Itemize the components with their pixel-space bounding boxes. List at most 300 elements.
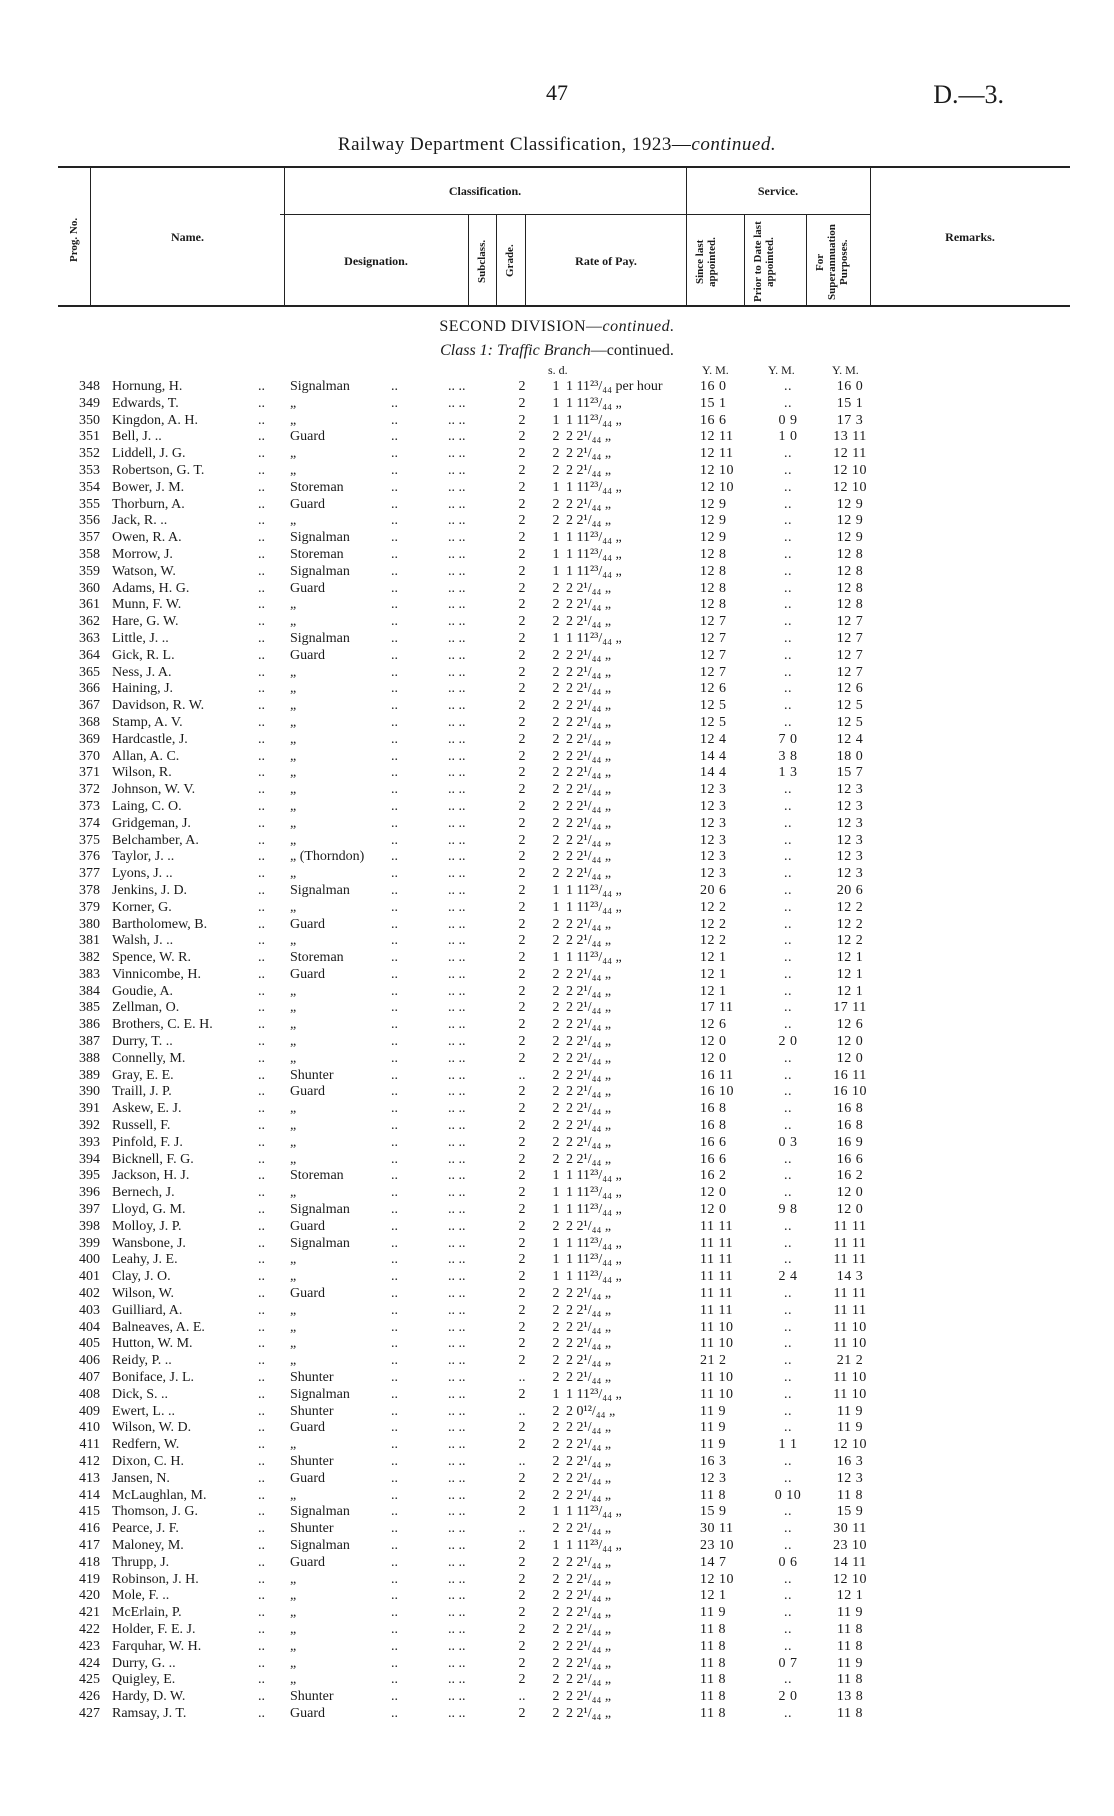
- superannuation-cell: 11 9: [837, 1420, 863, 1436]
- subclass-cell: 2: [518, 1705, 526, 1721]
- leader-dots: ..: [258, 446, 265, 462]
- designation-cell: „ (Thorndon): [290, 849, 365, 865]
- superannuation-cell: 12 1: [836, 1588, 864, 1604]
- name-cell: Brothers, C. E. H.: [112, 1017, 213, 1033]
- superannuation-cell: 11 10: [833, 1336, 867, 1352]
- designation-cell: „: [290, 446, 297, 462]
- leader-dots: ..: [391, 1487, 398, 1503]
- name-cell: Durry, G. ..: [112, 1655, 176, 1671]
- leader-dots: .. ..: [448, 1537, 466, 1553]
- subclass-cell: 2: [518, 1336, 526, 1352]
- grade-cell: 2: [552, 664, 560, 680]
- table-row: [0, 1639, 1114, 1656]
- name-cell: Vinnicombe, H.: [112, 966, 201, 982]
- since-last-cell: 12 10: [700, 462, 734, 478]
- prog-no-cell: 421: [79, 1605, 100, 1621]
- superannuation-cell: 12 6: [836, 1017, 864, 1033]
- prog-no-cell: 364: [79, 647, 100, 663]
- designation-cell: Signalman: [290, 1537, 350, 1553]
- leader-dots: ..: [391, 698, 398, 714]
- superannuation-cell: 11 11: [833, 1218, 867, 1234]
- grade-cell: 2: [552, 1689, 560, 1705]
- prior-to-date-cell: ..: [784, 1621, 792, 1637]
- since-last-cell: 12 2: [700, 916, 727, 932]
- table-row: [0, 1101, 1114, 1118]
- leader-dots: .. ..: [448, 933, 466, 949]
- prior-to-date-cell: 2 4: [778, 1269, 798, 1285]
- subclass-cell: 2: [518, 412, 526, 428]
- leader-dots: ..: [258, 1621, 265, 1637]
- table-row: [0, 1538, 1114, 1555]
- leader-dots: .. ..: [448, 899, 466, 915]
- superannuation-cell: 18 0: [836, 748, 864, 764]
- grade-cell: 2: [552, 1067, 560, 1083]
- prior-to-date-cell: ..: [784, 966, 792, 982]
- rate-of-pay-cell: 2 2¹/₄₄ „: [566, 1134, 612, 1150]
- table-row: [0, 1303, 1114, 1320]
- superannuation-cell: 12 11: [833, 446, 867, 462]
- superannuation-cell: 12 8: [836, 580, 864, 596]
- superannuation-cell: 12 2: [836, 916, 864, 932]
- grade-cell: 2: [552, 1638, 560, 1654]
- superannuation-cell: 15 9: [836, 1504, 864, 1520]
- subclass-cell: 2: [518, 1638, 526, 1654]
- since-last-cell: 12 8: [700, 597, 727, 613]
- table-row: [0, 984, 1114, 1001]
- prog-no-cell: 385: [79, 1000, 100, 1016]
- name-cell: Munn, F. W.: [112, 597, 182, 613]
- grade-cell: 2: [552, 681, 560, 697]
- grade-cell: 2: [552, 1084, 560, 1100]
- prog-no-cell: 349: [79, 395, 100, 411]
- prog-no-cell: 387: [79, 1034, 100, 1050]
- prog-no-cell: 397: [79, 1202, 100, 1218]
- leader-dots: .. ..: [448, 1017, 466, 1033]
- leader-dots: .. ..: [448, 1554, 466, 1570]
- leader-dots: .. ..: [448, 513, 466, 529]
- grade-cell: 1: [552, 1202, 560, 1218]
- unit-sd: s. d.: [548, 363, 568, 377]
- leader-dots: ..: [258, 1067, 265, 1083]
- leader-dots: ..: [391, 916, 398, 932]
- table-row: [0, 564, 1114, 581]
- prior-to-date-cell: ..: [784, 1420, 792, 1436]
- leader-dots: .. ..: [448, 698, 466, 714]
- designation-cell: „: [290, 1302, 297, 1318]
- subclass-cell: 2: [518, 983, 526, 999]
- name-cell: Kingdon, A. H.: [112, 412, 198, 428]
- rate-of-pay-cell: 2 2¹/₄₄ „: [566, 580, 612, 596]
- prior-to-date-cell: ..: [784, 815, 792, 831]
- leader-dots: .. ..: [448, 412, 466, 428]
- leader-dots: ..: [258, 1336, 265, 1352]
- superannuation-cell: 12 9: [836, 513, 864, 529]
- header-rate-of-pay: Rate of Pay.: [575, 254, 637, 268]
- prior-to-date-cell: ..: [784, 1067, 792, 1083]
- leader-dots: ..: [391, 1454, 398, 1469]
- name-cell: Russell, F.: [112, 1118, 171, 1134]
- name-cell: Zellman, O.: [112, 1000, 180, 1016]
- table-body: [0, 379, 1114, 1723]
- superannuation-cell: 12 0: [836, 1202, 864, 1218]
- superannuation-cell: 12 5: [836, 698, 864, 714]
- designation-cell: Guard: [290, 1218, 325, 1234]
- rate-of-pay-cell: 2 2¹/₄₄ „: [566, 966, 612, 982]
- leader-dots: ..: [258, 1185, 265, 1201]
- grade-cell: 2: [552, 1302, 560, 1318]
- rate-of-pay-cell: 2 2¹/₄₄ „: [566, 1034, 612, 1050]
- prog-no-cell: 391: [79, 1101, 100, 1117]
- leader-dots: ..: [258, 983, 265, 999]
- prior-to-date-cell: ..: [784, 1017, 792, 1033]
- name-cell: Clay, J. O.: [112, 1269, 171, 1285]
- prog-no-cell: 419: [79, 1571, 100, 1587]
- leader-dots: ..: [258, 899, 265, 915]
- subsection-heading: [0, 342, 1114, 360]
- rate-of-pay-cell: 2 2¹/₄₄ „: [566, 1689, 612, 1705]
- designation-cell: „: [290, 1134, 297, 1150]
- grade-cell: 2: [552, 849, 560, 865]
- rate-of-pay-cell: 2 2¹/₄₄ „: [566, 849, 612, 865]
- rate-of-pay-cell: 2 2¹/₄₄ „: [566, 1454, 612, 1469]
- leader-dots: .. ..: [448, 1067, 466, 1083]
- designation-cell: „: [290, 933, 297, 949]
- prog-no-cell: 379: [79, 899, 100, 915]
- prior-to-date-cell: ..: [784, 1705, 792, 1721]
- leader-dots: ..: [258, 1403, 265, 1419]
- designation-cell: „: [290, 462, 297, 478]
- rate-of-pay-cell: 1 11²³/₄₄ „: [566, 1537, 622, 1553]
- table-row: [0, 1689, 1114, 1706]
- prior-to-date-cell: 0 9: [778, 412, 798, 428]
- table-row: [0, 1017, 1114, 1034]
- subclass-cell: 2: [518, 765, 526, 781]
- prior-to-date-cell: 0 3: [778, 1134, 798, 1150]
- designation-cell: „: [290, 1655, 297, 1671]
- prog-no-cell: 422: [79, 1621, 100, 1637]
- grade-cell: 2: [552, 966, 560, 982]
- header-grade: Grade.: [504, 244, 516, 278]
- subclass-cell: 2: [518, 1134, 526, 1150]
- name-cell: Bower, J. M.: [112, 479, 185, 495]
- since-last-cell: 15 9: [700, 1504, 727, 1520]
- subclass-cell: ..: [518, 1403, 526, 1419]
- rate-of-pay-cell: 2 2¹/₄₄ „: [566, 1554, 612, 1570]
- prior-to-date-cell: ..: [784, 1000, 792, 1016]
- rate-of-pay-cell: 1 11²³/₄₄ „: [566, 882, 622, 898]
- leader-dots: ..: [258, 580, 265, 596]
- prior-to-date-cell: ..: [784, 1286, 792, 1302]
- leader-dots: ..: [391, 379, 398, 394]
- grade-cell: 2: [552, 1336, 560, 1352]
- name-cell: Connelly, M.: [112, 1050, 186, 1066]
- subclass-cell: 2: [518, 731, 526, 747]
- subclass-cell: 2: [518, 1588, 526, 1604]
- designation-cell: Shunter: [290, 1067, 334, 1083]
- since-last-cell: 12 0: [700, 1185, 727, 1201]
- rate-of-pay-cell: 2 2¹/₄₄ „: [566, 765, 612, 781]
- table-row: [0, 597, 1114, 614]
- name-cell: Gick, R. L.: [112, 647, 175, 663]
- since-last-cell: 14 4: [700, 748, 727, 764]
- name-cell: Davidson, R. W.: [112, 698, 205, 714]
- prior-to-date-cell: ..: [784, 597, 792, 613]
- rate-of-pay-cell: 1 11²³/₄₄ „: [566, 1269, 622, 1285]
- rate-of-pay-cell: 2 2¹/₄₄ „: [566, 714, 612, 730]
- leader-dots: .. ..: [448, 1050, 466, 1066]
- leader-dots: ..: [391, 462, 398, 478]
- leader-dots: .. ..: [448, 983, 466, 999]
- prior-to-date-cell: ..: [784, 1370, 792, 1386]
- grade-cell: 2: [552, 933, 560, 949]
- prog-no-cell: 425: [79, 1672, 100, 1688]
- leader-dots: ..: [258, 849, 265, 865]
- designation-cell: Guard: [290, 1705, 325, 1721]
- rate-of-pay-cell: 2 2¹/₄₄ „: [566, 1705, 612, 1721]
- grade-cell: 2: [552, 1554, 560, 1570]
- name-cell: Molloy, J. P.: [112, 1218, 182, 1234]
- leader-dots: .. ..: [448, 446, 466, 462]
- table-row: [0, 1252, 1114, 1269]
- superannuation-cell: 12 10: [833, 479, 867, 495]
- leader-dots: ..: [391, 1588, 398, 1604]
- since-last-cell: 12 3: [700, 782, 727, 798]
- prog-no-cell: 388: [79, 1050, 100, 1066]
- since-last-cell: 12 11: [700, 429, 734, 445]
- prior-to-date-cell: ..: [784, 1588, 792, 1604]
- leader-dots: .. ..: [448, 1235, 466, 1251]
- page-number: 47: [546, 80, 568, 105]
- subclass-cell: 2: [518, 1118, 526, 1134]
- superannuation-cell: 14 11: [833, 1554, 867, 1570]
- rate-of-pay-cell: 2 2¹/₄₄ „: [566, 597, 612, 613]
- grade-cell: 2: [552, 1050, 560, 1066]
- subclass-cell: 2: [518, 1420, 526, 1436]
- name-cell: Johnson, W. V.: [112, 782, 196, 798]
- designation-cell: „: [290, 1050, 297, 1066]
- superannuation-cell: 11 8: [837, 1672, 863, 1688]
- name-cell: Watson, W.: [112, 563, 176, 579]
- designation-cell: „: [290, 395, 297, 411]
- leader-dots: ..: [391, 1151, 398, 1167]
- leader-dots: ..: [391, 1000, 398, 1016]
- rate-of-pay-cell: 1 11²³/₄₄ „: [566, 412, 622, 428]
- table-row: [0, 715, 1114, 732]
- rate-of-pay-cell: 2 2¹/₄₄ „: [566, 1638, 612, 1654]
- leader-dots: ..: [258, 1605, 265, 1621]
- leader-dots: .. ..: [448, 395, 466, 411]
- table-row: [0, 1219, 1114, 1236]
- superannuation-cell: 11 8: [837, 1621, 863, 1637]
- leader-dots: ..: [258, 1386, 265, 1402]
- leader-dots: ..: [391, 563, 398, 579]
- designation-cell: „: [290, 1571, 297, 1587]
- table-row: [0, 849, 1114, 866]
- name-cell: Little, J. ..: [112, 630, 169, 646]
- leader-dots: .. ..: [448, 614, 466, 630]
- grade-cell: 1: [552, 563, 560, 579]
- superannuation-cell: 21 2: [836, 1353, 864, 1369]
- designation-cell: „: [290, 513, 297, 529]
- since-last-cell: 12 1: [700, 1588, 727, 1604]
- table-row: [0, 681, 1114, 698]
- subclass-cell: 2: [518, 916, 526, 932]
- prior-to-date-cell: ..: [784, 1084, 792, 1100]
- subclass-cell: 2: [518, 513, 526, 529]
- superannuation-cell: 12 3: [836, 849, 864, 865]
- grade-cell: 2: [552, 1101, 560, 1117]
- superannuation-cell: 12 10: [833, 1571, 867, 1587]
- leader-dots: ..: [391, 530, 398, 546]
- subclass-cell: 2: [518, 1554, 526, 1570]
- table-row: [0, 530, 1114, 547]
- table-row: [0, 833, 1114, 850]
- rate-of-pay-cell: 2 0¹²/₄₄ „: [566, 1403, 616, 1419]
- table-row: [0, 883, 1114, 900]
- superannuation-cell: 16 6: [836, 1151, 864, 1167]
- prior-to-date-cell: ..: [784, 563, 792, 579]
- superannuation-cell: 16 11: [833, 1067, 867, 1083]
- prog-no-cell: 359: [79, 563, 100, 579]
- leader-dots: ..: [391, 1218, 398, 1234]
- subclass-cell: 2: [518, 1084, 526, 1100]
- designation-cell: Guard: [290, 1554, 325, 1570]
- name-cell: Stamp, A. V.: [112, 714, 183, 730]
- superannuation-cell: 12 3: [836, 1470, 864, 1486]
- leader-dots: .. ..: [448, 1403, 466, 1419]
- prog-no-cell: 384: [79, 983, 100, 999]
- leader-dots: ..: [391, 1101, 398, 1117]
- table-row: [0, 1572, 1114, 1589]
- superannuation-cell: 16 2: [836, 1168, 864, 1184]
- grade-cell: 2: [552, 580, 560, 596]
- designation-cell: „: [290, 798, 297, 814]
- prog-no-cell: 415: [79, 1504, 100, 1520]
- prog-no-cell: 394: [79, 1151, 100, 1167]
- grade-cell: 2: [552, 866, 560, 882]
- since-last-cell: 11 8: [700, 1655, 726, 1671]
- rate-of-pay-cell: 2 2¹/₄₄ „: [566, 1521, 612, 1537]
- designation-cell: Signalman: [290, 1235, 350, 1251]
- prog-no-cell: 382: [79, 950, 100, 966]
- designation-cell: Shunter: [290, 1521, 334, 1537]
- leader-dots: .. ..: [448, 832, 466, 848]
- leader-dots: ..: [258, 412, 265, 428]
- name-cell: Gray, E. E.: [112, 1067, 174, 1083]
- leader-dots: .. ..: [448, 1353, 466, 1369]
- section-heading: [0, 318, 1114, 336]
- designation-cell: „: [290, 1101, 297, 1117]
- superannuation-cell: 12 0: [836, 1185, 864, 1201]
- since-last-cell: 12 9: [700, 496, 727, 512]
- name-cell: Bartholomew, B.: [112, 916, 208, 932]
- grade-cell: 2: [552, 1420, 560, 1436]
- subclass-cell: 2: [518, 1202, 526, 1218]
- since-last-cell: 11 11: [700, 1235, 733, 1251]
- since-last-cell: 11 9: [700, 1420, 726, 1436]
- prog-no-cell: 400: [79, 1252, 100, 1268]
- designation-cell: Shunter: [290, 1689, 334, 1705]
- designation-cell: Guard: [290, 966, 325, 982]
- header-divider: [806, 214, 807, 306]
- table-row: [0, 497, 1114, 514]
- name-cell: Goudie, A.: [112, 983, 174, 999]
- leader-dots: ..: [391, 429, 398, 445]
- leader-dots: ..: [258, 1118, 265, 1134]
- rate-of-pay-cell: 2 2¹/₄₄ „: [566, 614, 612, 630]
- grade-cell: 2: [552, 832, 560, 848]
- leader-dots: ..: [258, 1672, 265, 1688]
- prior-to-date-cell: ..: [784, 1571, 792, 1587]
- rate-of-pay-cell: 2 2¹/₄₄ „: [566, 916, 612, 932]
- leader-dots: ..: [391, 1370, 398, 1386]
- leader-dots: .. ..: [448, 1269, 466, 1285]
- table-row: [0, 1672, 1114, 1689]
- since-last-cell: 11 8: [700, 1621, 726, 1637]
- subclass-cell: 2: [518, 462, 526, 478]
- header-remarks: Remarks.: [945, 230, 995, 244]
- designation-cell: Guard: [290, 580, 325, 596]
- header-divider: [280, 214, 744, 215]
- subclass-cell: 2: [518, 1487, 526, 1503]
- since-last-cell: 16 3: [700, 1454, 727, 1469]
- prog-no-cell: 393: [79, 1134, 100, 1150]
- name-cell: Hardcastle, J.: [112, 731, 188, 747]
- branch-label: Traffic Branch: [497, 342, 591, 359]
- leader-dots: ..: [258, 1705, 265, 1721]
- prog-no-cell: 411: [79, 1437, 100, 1453]
- prior-to-date-cell: ..: [784, 866, 792, 882]
- branch-continued: —continued.: [590, 342, 674, 359]
- leader-dots: ..: [258, 1017, 265, 1033]
- name-cell: Jenkins, J. D.: [112, 882, 188, 898]
- leader-dots: ..: [258, 1554, 265, 1570]
- designation-cell: Guard: [290, 916, 325, 932]
- rate-of-pay-cell: 2 2¹/₄₄ „: [566, 429, 612, 445]
- prog-no-cell: 420: [79, 1588, 100, 1604]
- prior-to-date-cell: ..: [784, 798, 792, 814]
- name-cell: Leahy, J. E.: [112, 1252, 178, 1268]
- header-divider: [468, 214, 469, 306]
- subclass-cell: 2: [518, 614, 526, 630]
- prog-no-cell: 352: [79, 446, 100, 462]
- rate-of-pay-cell: 2 2¹/₄₄ „: [566, 1470, 612, 1486]
- prog-no-cell: 426: [79, 1689, 100, 1705]
- class-label: Class 1:: [440, 342, 494, 359]
- since-last-cell: 14 4: [700, 765, 727, 781]
- leader-dots: ..: [258, 1202, 265, 1218]
- name-cell: Owen, R. A.: [112, 530, 182, 546]
- table-row: [0, 967, 1114, 984]
- leader-dots: ..: [258, 1034, 265, 1050]
- subclass-cell: 2: [518, 546, 526, 562]
- prog-no-cell: 427: [79, 1705, 100, 1721]
- prior-to-date-cell: ..: [784, 832, 792, 848]
- superannuation-cell: 12 4: [836, 731, 864, 747]
- prior-to-date-cell: ..: [784, 1050, 792, 1066]
- table-row: [0, 1152, 1114, 1169]
- leader-dots: ..: [391, 496, 398, 512]
- leader-dots: ..: [391, 748, 398, 764]
- prog-no-cell: 370: [79, 748, 100, 764]
- subclass-cell: 2: [518, 966, 526, 982]
- table-row: [0, 1336, 1114, 1353]
- subclass-cell: 2: [518, 664, 526, 680]
- table-row: [0, 1286, 1114, 1303]
- grade-cell: 2: [552, 1621, 560, 1637]
- leader-dots: ..: [258, 1050, 265, 1066]
- designation-cell: Guard: [290, 647, 325, 663]
